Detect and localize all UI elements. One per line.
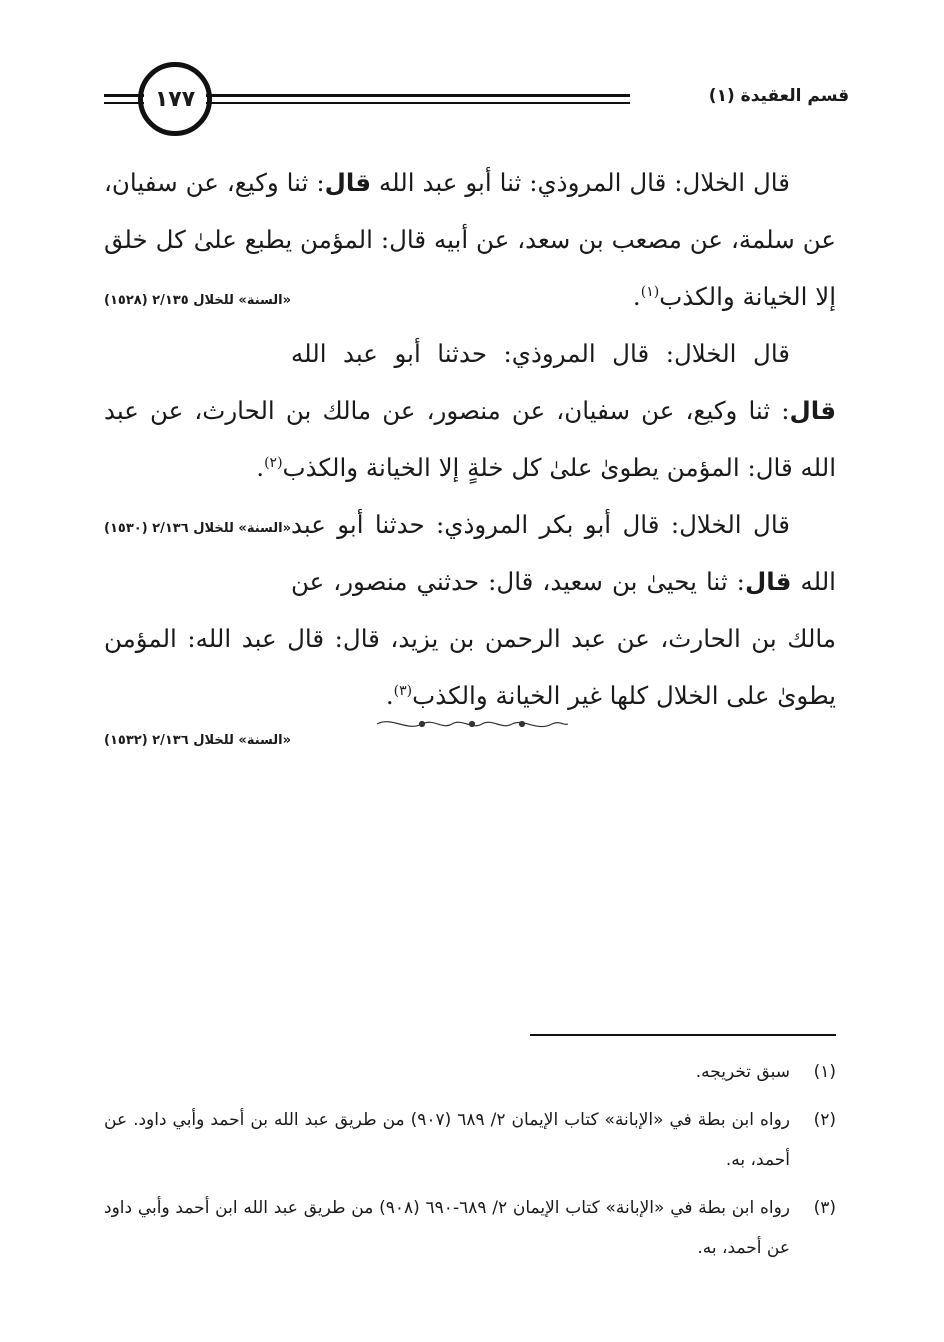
source-citation-3: «السنة» للخلال ٢/١٣٦ (١٥٣٢) xyxy=(104,733,291,748)
source-citation-2: «السنة» للخلال ٢/١٣٦ (١٥٣٠) xyxy=(104,521,291,536)
footnote-1-number: (١) xyxy=(813,1062,836,1082)
source-citation-1: «السنة» للخلال ٢/١٣٥ (١٥٢٨) xyxy=(104,293,291,308)
header-rule-main-thin xyxy=(206,102,630,104)
footnote-1-text: سبق تخريجه. xyxy=(695,1062,790,1082)
paragraph-3-text-a: قال الخلال: قال أبو بكر المروذي: حدثنا أبو عبد الله xyxy=(290,510,836,596)
footnote-2-number: (٢) xyxy=(813,1110,836,1130)
paragraph-1-text-b: : ثنا وكيع، عن سفيان، عن سلمة، عن مصعب بن سعد، عن أبيه قال: المؤمن يطبع علىٰ كل خلق إلا الخيانة والكذب xyxy=(104,168,836,311)
footnote-ref-3[interactable]: (٣) xyxy=(393,682,413,699)
paragraph-2-end: . xyxy=(256,453,265,482)
ornament-divider xyxy=(372,714,572,734)
footnote-1 xyxy=(104,1052,836,1092)
footnote-ref-2[interactable]: (٢) xyxy=(264,454,283,471)
main-text xyxy=(104,154,836,756)
paragraph-1 xyxy=(104,154,836,325)
paragraph-2-bold: قال xyxy=(789,396,836,425)
footnote-3-number: (٣) xyxy=(813,1198,836,1218)
paragraph-1-bold: قال xyxy=(324,168,372,197)
footnote-separator xyxy=(530,1034,836,1036)
footnote-2 xyxy=(104,1100,836,1180)
footnote-3 xyxy=(104,1188,836,1268)
ornament-icon xyxy=(372,714,572,734)
footnote-3-text: رواه ابن بطة في «الإبانة» كتاب الإيمان ٢/ ٦٨٩-٦٩٠ (٩٠٨) من طريق عبد الله ابن أحمد وأبي داود عن أحمد، به. xyxy=(104,1198,791,1258)
footnote-ref-1[interactable]: (١) xyxy=(640,283,660,300)
page-header xyxy=(0,58,944,148)
paragraph-1-end: . xyxy=(632,282,641,311)
paragraph-1-text-a: قال الخلال: قال المروذي: ثنا أبو عبد الله xyxy=(371,168,790,197)
paragraph-3-end: . xyxy=(385,681,394,710)
header-rule-main xyxy=(206,94,630,97)
paragraph-2 xyxy=(104,325,836,536)
paragraph-2-text-a: قال الخلال: قال المروذي: حدثنا أبو عبد الله xyxy=(290,339,790,368)
paragraph-3-text-b: : ثنا يحيىٰ بن سعيد، قال: حدثني منصور، عن مالك بن الحارث، عن عبد الرحمن بن يزيد، قال: قال عبد الله: المؤمن يطوىٰ على الخلال كلها غير الخيانة والكذب xyxy=(104,567,836,710)
paragraph-3-bold: قال xyxy=(744,567,792,596)
section-title: قسم العقيدة (١) xyxy=(674,86,884,106)
footnote-2-text: رواه ابن بطة في «الإبانة» كتاب الإيمان ٢/ ٦٨٩ (٩٠٧) من طريق عبد الله بن أحمد وأبي داود. عن أحمد، به. xyxy=(104,1110,790,1170)
footnotes xyxy=(104,1052,836,1276)
page-number: ١٧٧ xyxy=(138,62,212,136)
paragraph-2-text-b: : ثنا وكيع، عن سفيان، عن منصور، عن مالك بن الحارث، عن عبد الله قال: المؤمن يطوىٰ علىٰ كل خلةٍ إلا الخيانة والكذب xyxy=(104,396,836,482)
